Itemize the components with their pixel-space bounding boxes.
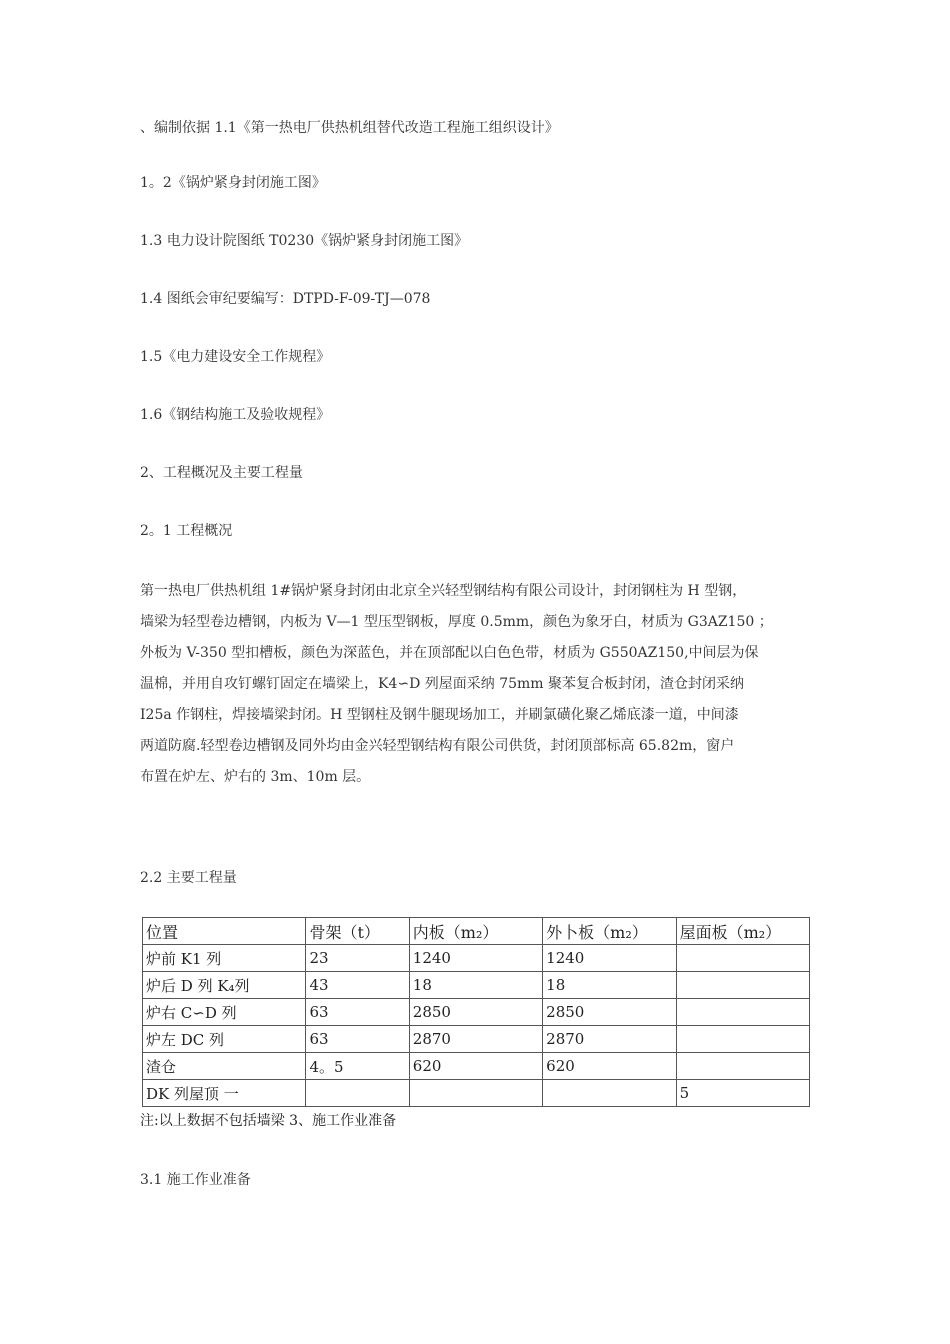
table-cell (676, 972, 809, 999)
table-header-row (143, 918, 810, 945)
section-3-1-heading: 3.1 施工作业准备 (140, 1172, 251, 1188)
table-cell: 2850 (409, 999, 542, 1026)
table-cell (676, 945, 809, 972)
paragraph-line: 布置在炉左、炉右的 3m、10m 层。 (140, 769, 371, 785)
basis-item-1-2: 1。2《锅炉紧身封闭施工图》 (140, 175, 326, 191)
table-cell (676, 1053, 809, 1080)
header-cell: 内板（m₂） (409, 918, 542, 945)
table-cell: 2870 (543, 1026, 676, 1053)
table-row (143, 1080, 810, 1107)
table-cell: 63 (306, 1026, 409, 1053)
project-overview-paragraph (140, 576, 820, 793)
basis-item-1-6: 1.6《钢结构施工及验收规程》 (140, 407, 331, 423)
table-cell: 620 (543, 1053, 676, 1080)
table-note: 注:以上数据不包括墙梁 3、施工作业准备 (140, 1113, 397, 1129)
table-cell: 渣仓 (143, 1053, 306, 1080)
header-cell: 骨架（t） (306, 918, 409, 945)
paragraph-line: I25a 作钢柱，焊接墙梁封闭。H 型钢柱及钢牛腿现场加工，并刷氯磺化聚乙烯底漆一道，中间漆 (140, 707, 739, 723)
table-cell: 炉右 C∽D 列 (143, 999, 306, 1026)
header-cell: 屋面板（m₂） (676, 918, 809, 945)
table-cell: 4。5 (306, 1053, 409, 1080)
table-cell: 63 (306, 999, 409, 1026)
table-cell: DK 列屋顶 一 (143, 1080, 306, 1107)
table-cell: 43 (306, 972, 409, 999)
paragraph-line: 温棉，并用自攻钉螺钉固定在墙梁上，K4∽D 列屋面采纳 75mm 聚苯复合板封闭，渣仓封闭采纳 (140, 676, 745, 692)
paragraph-line: 外板为 V-350 型扣槽板，颜色为深蓝色，并在顶部配以白色色带，材质为 G550AZ150,中间层为保 (140, 645, 759, 661)
table-cell: 1240 (409, 945, 542, 972)
table-row (143, 999, 810, 1026)
header-cell: 位置 (143, 918, 306, 945)
table-cell: 620 (409, 1053, 542, 1080)
quantities-table (142, 917, 810, 1107)
paragraph-line: 第一热电厂供热机组 1#锅炉紧身封闭由北京全兴轻型钢结构有限公司设计，封闭钢柱为 H 型钢， (140, 583, 747, 599)
table-cell: 1240 (543, 945, 676, 972)
basis-item-1-3: 1.3 电力设计院图纸 T0230《锅炉紧身封闭施工图》 (140, 233, 469, 249)
section-2-2-heading: 2.2 主要工程量 (140, 870, 237, 886)
paragraph-line: 墙梁为轻型卷边槽钢，内板为 V—1 型压型钢板，厚度 0.5mm，颜色为象牙白，材质为 G3AZ150 ； (140, 614, 773, 630)
table-cell: 18 (543, 972, 676, 999)
table-cell (409, 1080, 542, 1107)
table-row (143, 1053, 810, 1080)
table-row (143, 1026, 810, 1053)
table-cell: 2850 (543, 999, 676, 1026)
table-cell: 18 (409, 972, 542, 999)
table-cell (676, 999, 809, 1026)
table-cell: 炉左 DC 列 (143, 1026, 306, 1053)
table-cell: 5 (676, 1080, 809, 1107)
basis-heading: 、编制依据 1.1《第一热电厂供热机组替代改造工程施工组织设计》 (140, 120, 559, 136)
table-cell (543, 1080, 676, 1107)
paragraph-line: 两道防腐.轻型卷边槽钢及同外均由金兴轻型钢结构有限公司供货，封闭顶部标高 65.82m，窗户 (140, 738, 735, 754)
section-2-heading: 2、工程概况及主要工程量 (140, 465, 303, 481)
header-cell: 外卜板（m₂） (543, 918, 676, 945)
table-cell (306, 1080, 409, 1107)
table-cell (676, 1026, 809, 1053)
basis-item-1-5: 1.5《电力建设安全工作规程》 (140, 349, 331, 365)
section-2-1-heading: 2。1 工程概况 (140, 523, 233, 539)
table-row (143, 945, 810, 972)
table-cell: 炉前 K1 列 (143, 945, 306, 972)
basis-item-1-4: 1.4 图纸会审纪要编写：DTPD-F-09-TJ—078 (140, 291, 431, 307)
table-cell: 23 (306, 945, 409, 972)
table-cell: 炉后 D 列 K₄列 (143, 972, 306, 999)
table-cell: 2870 (409, 1026, 542, 1053)
table-row (143, 972, 810, 999)
